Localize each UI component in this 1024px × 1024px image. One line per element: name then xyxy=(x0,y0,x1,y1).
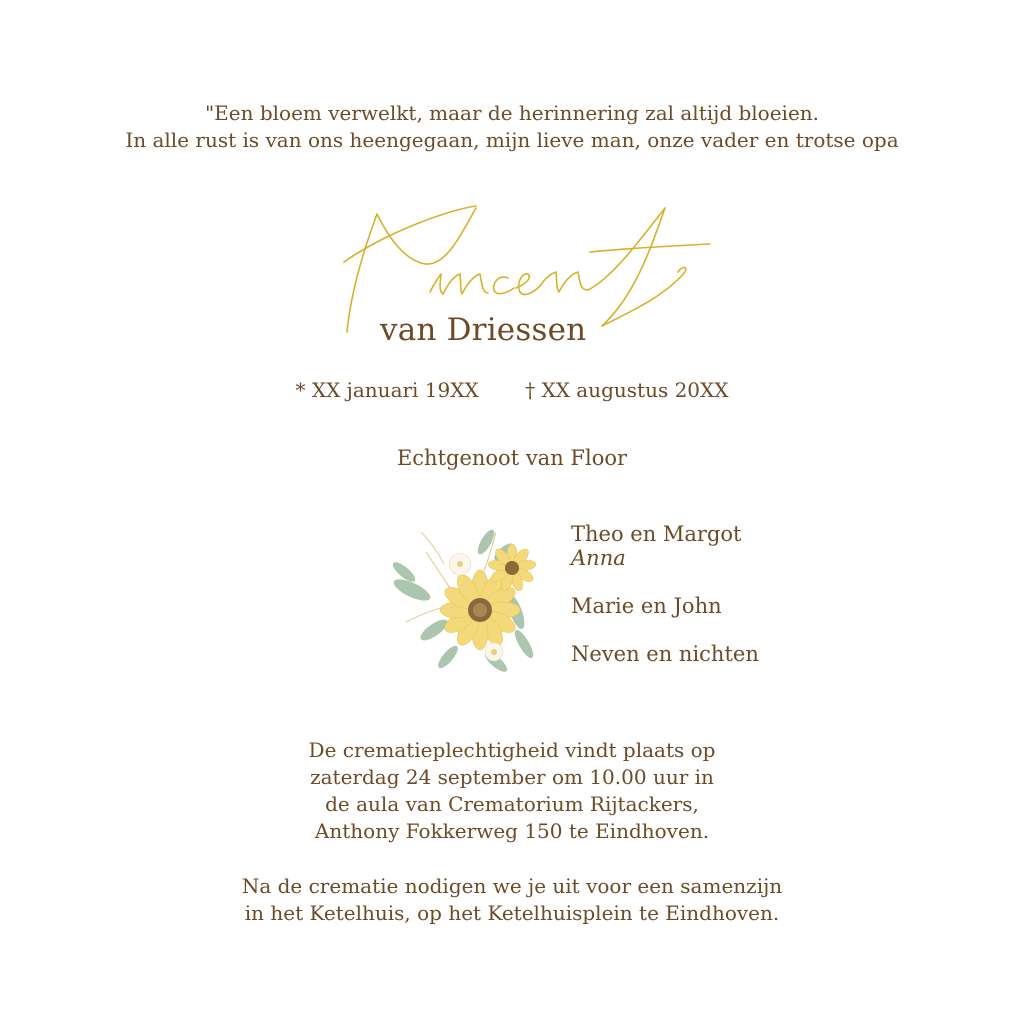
ceremony-info xyxy=(0,737,1024,845)
ceremony-line: Anthony Fokkerweg 150 te Eindhoven. xyxy=(314,819,710,843)
death-date: † XX augustus 20XX xyxy=(525,378,729,402)
spouse-line: Echtgenoot van Floor xyxy=(396,446,628,470)
gathering-line: Na de crematie nodigen we je uit voor een samenzijn xyxy=(241,874,783,898)
family-names: Marie en John xyxy=(571,594,722,618)
ceremony-line: zaterdag 24 september om 10.00 uur in xyxy=(310,765,714,789)
family-list xyxy=(571,522,759,690)
surname: van Driessen xyxy=(380,312,587,348)
grandchild-name: Anna xyxy=(571,546,626,570)
opening-quote xyxy=(0,100,1024,154)
family-group xyxy=(571,594,759,618)
family-names: Theo en Margot xyxy=(571,522,742,546)
birth-date: * XX januari 19XX xyxy=(295,378,479,402)
life-dates xyxy=(0,378,1024,402)
quote-line-2: In alle rust is van ons heengegaan, mijn lieve man, onze vader en trotse opa xyxy=(125,128,899,152)
gathering-line: in het Ketelhuis, op het Ketelhuisplein te Eindhoven. xyxy=(244,901,780,925)
quote-line-1: "Een bloem verwelkt, maar de herinnering zal altijd bloeien. xyxy=(204,101,820,125)
gathering-info xyxy=(0,873,1024,927)
family-group xyxy=(571,642,759,666)
family-group xyxy=(571,522,759,570)
family-names: Neven en nichten xyxy=(571,642,759,666)
ceremony-line: De crematieplechtigheid vindt plaats op xyxy=(308,738,716,762)
sunflower-bouquet-image xyxy=(376,512,544,684)
ceremony-line: de aula van Crematorium Rijtackers, xyxy=(325,792,699,816)
